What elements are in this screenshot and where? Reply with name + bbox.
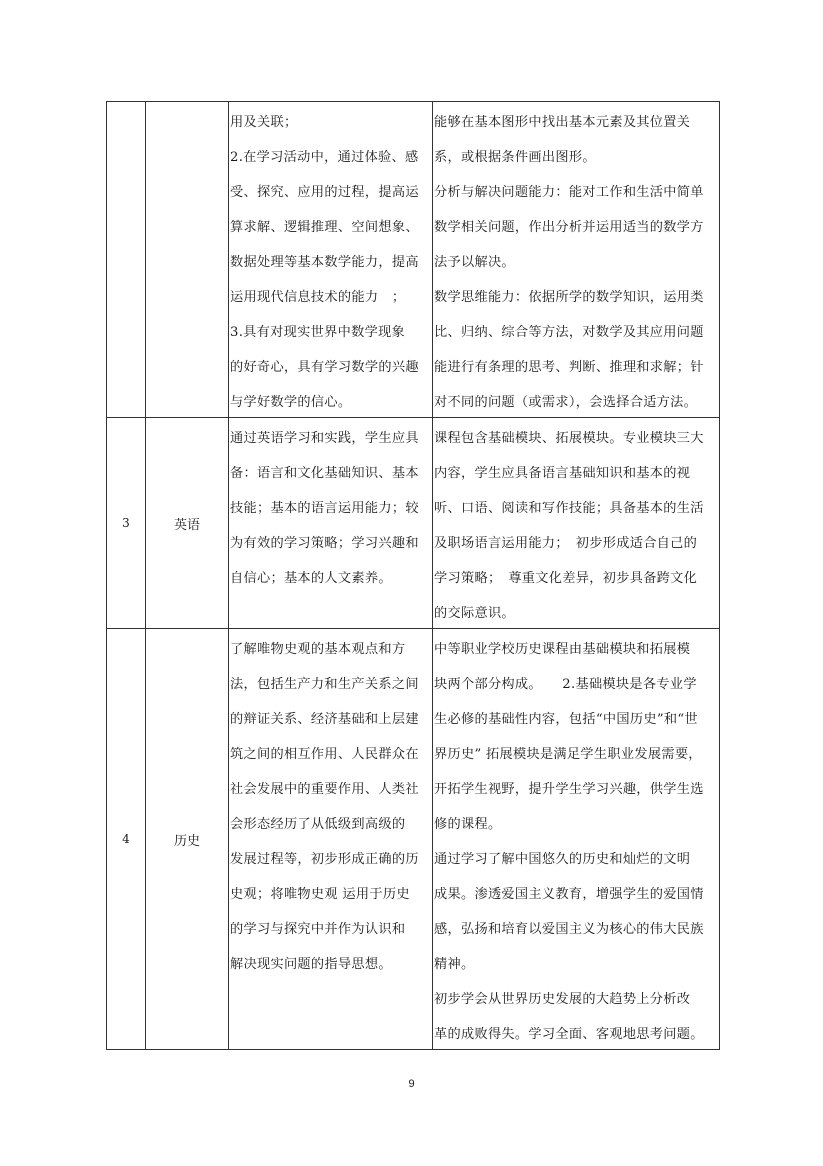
row-number: 3 <box>122 516 130 530</box>
goal-line: 运用现代信息技术的能力 ； <box>230 290 406 305</box>
goal-line: 了解唯物史观的基本观点和方 <box>230 642 406 657</box>
content-line: 数学相关问题，作出分析并运用适当的数学方 <box>434 220 704 235</box>
content-line: 生必修的基础性内容，包括“中国历史”和“世 <box>434 712 698 727</box>
row-number-cell <box>107 102 146 418</box>
goal-line: 的好奇心，具有学习数学的兴趣 <box>230 360 419 375</box>
content-line: 及职场语言运用能力； 初步形成适合自己的 <box>434 536 698 551</box>
content-line: 系，或根据条件画出图形。 <box>434 150 596 165</box>
content-cell <box>433 102 720 418</box>
content-line: 内容，学生应具备语言基础知识和基本的视 <box>434 466 691 481</box>
content-line: 中等职业学校历史课程由基础模块和拓展模 <box>434 642 691 657</box>
goal-line: 法，包括生产力和生产关系之间 <box>230 677 419 692</box>
subject-cell <box>146 629 229 1050</box>
goal-line: 技能；基本的语言运用能力；较 <box>230 501 419 516</box>
goal-line: 发展过程等，初步形成正确的历 <box>230 852 419 867</box>
goal-line: 的辩证关系、经济基础和上层建 <box>230 712 419 727</box>
goal-line: 受、探究、应用的过程，提高运 <box>230 185 419 200</box>
content-line: 修的课程。 <box>434 817 502 832</box>
content-line: 开拓学生视野，提升学生学习兴趣，供学生选 <box>434 782 704 797</box>
curriculum-table <box>106 101 720 1050</box>
content-line: 精神。 <box>434 957 475 972</box>
content-line: 比、归纳、综合等方法，对数学及其应用问题 <box>434 325 704 340</box>
content-line: 能够在基本图形中找出基本元素及其位置关 <box>434 115 691 130</box>
content-line: 感，弘扬和培育以爱国主义为核心的伟大民族 <box>434 922 704 937</box>
goal-line: 3.具有对现实世界中数学现象 <box>230 325 406 340</box>
goal-line: 的学习与探究中并作为认识和 <box>230 922 406 937</box>
goals-cell <box>229 418 433 629</box>
content-line: 法予以解决。 <box>434 255 515 270</box>
row-number: 4 <box>122 832 130 846</box>
content-line: 听、口语、阅读和写作技能；具备基本的生活 <box>434 501 704 516</box>
content-line: 对不同的问题（或需求），会选择合适方法。 <box>434 395 698 410</box>
content-line: 初步学会从世界历史发展的大趋势上分析改 <box>434 992 691 1007</box>
subject-name: 英语 <box>173 517 200 533</box>
content-line: 通过学习了解中国悠久的历史和灿烂的文明 <box>434 852 691 867</box>
goal-line: 自信心；基本的人文素养。 <box>230 571 392 586</box>
goal-line: 为有效的学习策略；学习兴趣和 <box>230 536 419 551</box>
goal-line: 筑之间的相互作用、人民群众在 <box>230 747 419 762</box>
content-line: 块两个部分构成。 2.基础模块是各专业学 <box>434 677 697 692</box>
content-line: 学习策略； 尊重文化差异，初步具备跨文化 <box>434 571 698 586</box>
goals-cell <box>229 629 433 1050</box>
subject-name: 历史 <box>173 833 200 849</box>
content-line: 课程包含基础模块、拓展模块。专业模块三大 <box>434 431 704 446</box>
content-line: 数学思维能力：依据所学的数学知识，运用类 <box>434 290 704 305</box>
goal-line: 用及关联； <box>230 115 298 130</box>
goal-line: 算求解、逻辑推理、空间想象、 <box>230 220 419 235</box>
content-line: 分析与解决问题能力：能对工作和生活中简单 <box>434 185 704 200</box>
row-number-cell <box>107 418 146 629</box>
row-number-cell <box>107 629 146 1050</box>
subject-cell <box>146 418 229 629</box>
curriculum-table-body <box>107 102 720 1050</box>
goals-cell <box>229 102 433 418</box>
table-row <box>107 102 720 418</box>
goal-line: 史观；将唯物史观 运用于历史 <box>230 887 410 902</box>
content-line: 的交际意识。 <box>434 606 515 621</box>
goal-line: 通过英语学习和实践，学生应具 <box>230 431 419 446</box>
table-row <box>107 629 720 1050</box>
goal-line: 会形态经历了从低级到高级的 <box>230 817 406 832</box>
content-line: 成果。渗透爱国主义教育，增强学生的爱国情 <box>434 887 704 902</box>
page-number: 9 <box>408 1078 415 1090</box>
content-cell <box>433 629 720 1050</box>
table-row <box>107 418 720 629</box>
goal-line: 备：语言和文化基础知识、基本 <box>230 466 419 481</box>
goal-line: 解决现实问题的指导思想。 <box>230 957 392 972</box>
goal-line: 与学好数学的信心。 <box>230 395 352 410</box>
content-line: 革的成败得失。学习全面、客观地思考问题。 <box>434 1027 704 1042</box>
subject-cell <box>146 102 229 418</box>
content-line: 界历史” 拓展模块是满足学生职业发展需要， <box>434 747 702 762</box>
content-cell <box>433 418 720 629</box>
goal-line: 数据处理等基本数学能力，提高 <box>230 255 419 270</box>
goal-line: 社会发展中的重要作用、人类社 <box>230 782 419 797</box>
goal-line: 2.在学习活动中，通过体验、感 <box>230 150 419 165</box>
content-line: 能进行有条理的思考、判断、推理和求解；针 <box>434 360 704 375</box>
